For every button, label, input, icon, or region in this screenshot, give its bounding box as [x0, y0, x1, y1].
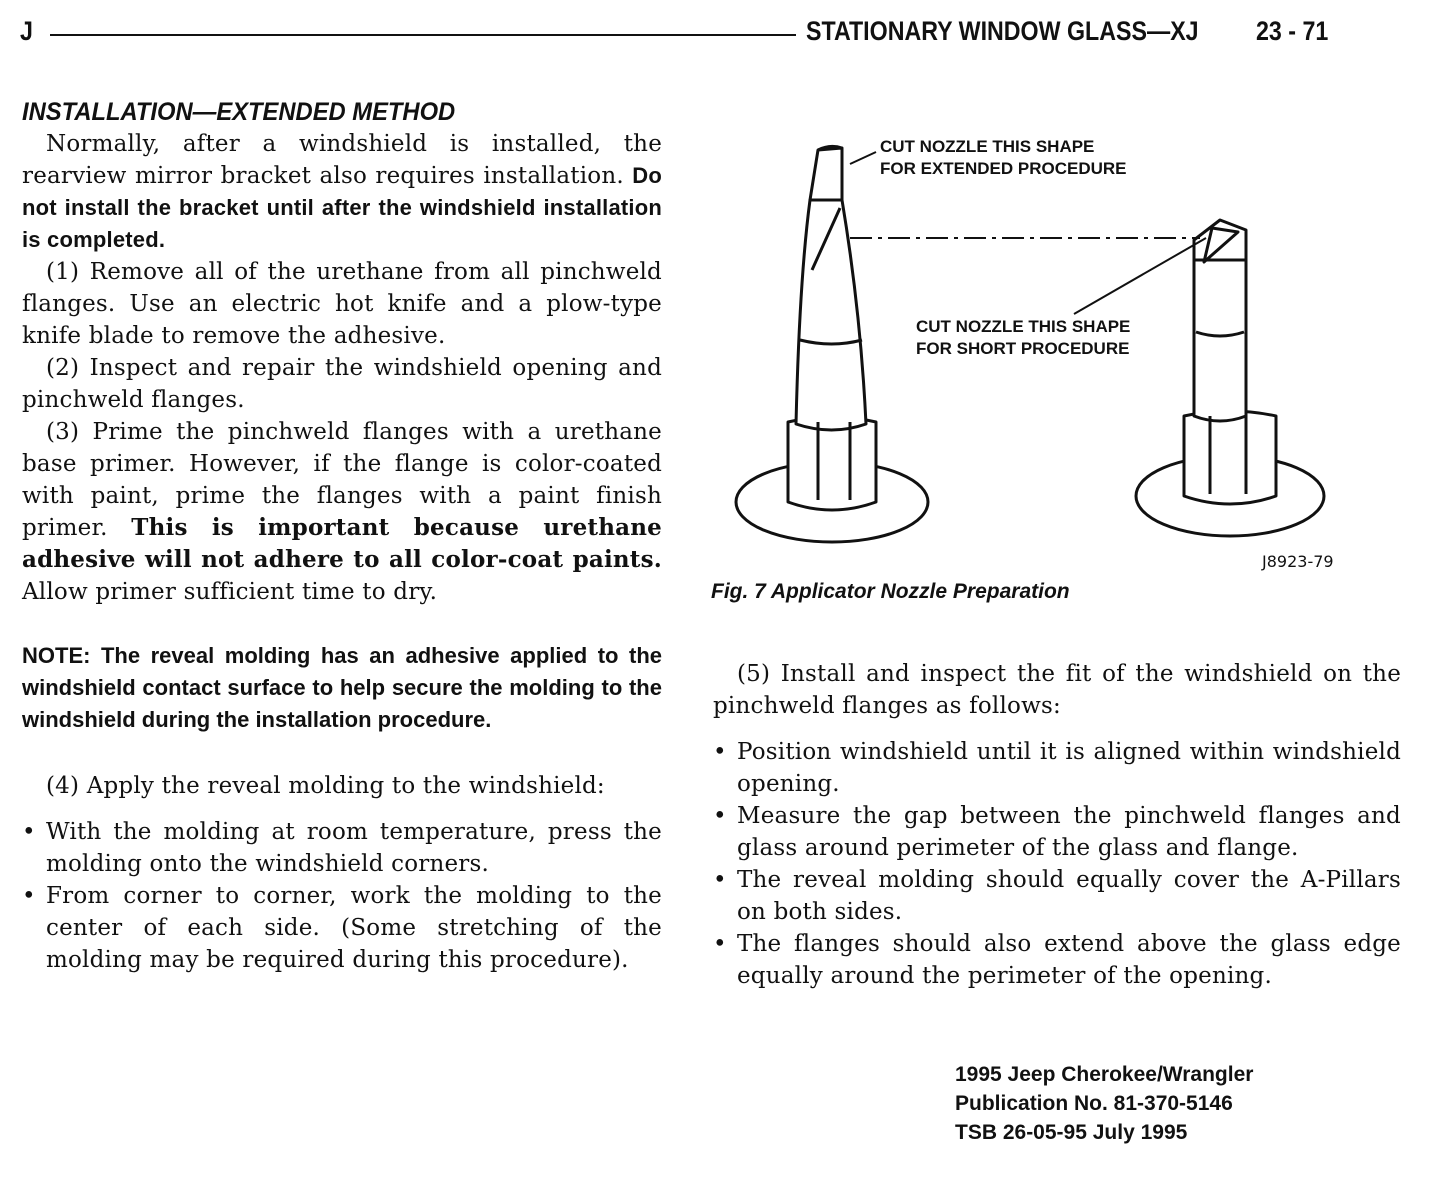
- bullet-glyph: •: [22, 819, 36, 845]
- bullet-glyph: •: [713, 739, 727, 765]
- intro-text: Normally, after a windshield is installed, the rearview mirror bracket also requires installation.: [22, 131, 662, 189]
- list-item: [713, 864, 1401, 928]
- footer-line1: 1995 Jeep Cherokee/Wrangler: [955, 1063, 1254, 1086]
- left-nozzle-body: [796, 200, 866, 430]
- left-nozzle-tip: [810, 148, 842, 200]
- bullet-glyph: •: [713, 803, 727, 829]
- step-5: (5) Install and inspect the fit of the windshield on the pinchweld flanges as follows:: [713, 661, 1401, 719]
- publication-footer: [955, 1060, 1253, 1147]
- right-nozzle-body: [1194, 260, 1246, 421]
- intro-paragraph: [22, 128, 662, 256]
- intro-bold-text: Do not install the bracket until after the windshield installation is completed.: [22, 163, 662, 252]
- page-header-title: STATIONARY WINDOW GLASS—XJ: [806, 16, 1199, 46]
- footer-line3: TSB 26-05-95 July 1995: [955, 1121, 1188, 1144]
- right-nozzle-collar: [1184, 411, 1276, 504]
- step-2: (2) Inspect and repair the windshield opening and pinchweld flanges.: [22, 355, 662, 413]
- bullet-glyph: •: [713, 931, 727, 957]
- list-item: [713, 928, 1401, 992]
- step-4: (4) Apply the reveal molding to the windshield:: [46, 773, 605, 799]
- header-rule: [50, 34, 796, 36]
- list-item: [22, 880, 662, 976]
- step-3: [22, 416, 662, 608]
- step-3-end-text: Allow primer sufficient time to dry.: [22, 579, 438, 605]
- label-extended-line1: CUT NOZZLE THIS SHAPE: [880, 137, 1095, 156]
- step-1: (1) Remove all of the urethane from all pinchweld flanges. Use an electric hot knife and a plow-type knife blade to remove the adhesive.: [22, 259, 662, 349]
- step-4-bullet-list: [22, 816, 662, 976]
- list-item: [713, 800, 1401, 864]
- note-block: NOTE: The reveal molding has an adhesive applied to the windshield contact surface to help secure the molding to the windshield during the installation procedure.: [22, 643, 662, 732]
- list-item: [22, 816, 662, 880]
- list-item-text: The flanges should also extend above the glass edge equally around the perimeter of the opening.: [737, 931, 1401, 989]
- list-item-text: The reveal molding should equally cover the A-Pillars on both sides.: [737, 867, 1401, 925]
- footer-line2: Publication No. 81-370-5146: [955, 1092, 1233, 1115]
- list-item-text: Measure the gap between the pinchweld flanges and glass around perimeter of the glass and flange.: [737, 803, 1401, 861]
- step-3-text: (3) Prime the pinchweld flanges with a urethane base primer. However, if the flange is color-coated with paint, prime the flanges with a paint finish primer.: [22, 419, 662, 541]
- section-letter: J: [20, 16, 33, 46]
- figure-code: J8923-79: [1262, 552, 1334, 571]
- step-5-bullet-list: [713, 736, 1401, 992]
- right-column: [713, 658, 1401, 992]
- left-column: [22, 96, 662, 976]
- list-item: [713, 736, 1401, 800]
- list-item-text: With the molding at room temperature, press the molding onto the windshield corners.: [46, 819, 662, 877]
- list-item-text: Position windshield until it is aligned within windshield opening.: [737, 739, 1401, 797]
- bullet-glyph: •: [22, 883, 36, 909]
- label-short-line1: CUT NOZZLE THIS SHAPE: [916, 317, 1131, 336]
- figure-caption: Fig. 7 Applicator Nozzle Preparation: [711, 580, 1070, 603]
- page-number: 23 - 71: [1256, 16, 1329, 46]
- bullet-glyph: •: [713, 867, 727, 893]
- label-extended-line2: FOR EXTENDED PROCEDURE: [880, 159, 1127, 178]
- label-short-line2: FOR SHORT PROCEDURE: [916, 339, 1130, 358]
- section-heading: INSTALLATION—EXTENDED METHOD: [22, 98, 456, 126]
- step-3-bold-text: This is important because urethane adhesive will not adhere to all color-coat paints.: [22, 514, 663, 573]
- list-item-text: From corner to corner, work the molding to the center of each side. (Some stretching of the molding may be required during this procedure).: [46, 883, 662, 973]
